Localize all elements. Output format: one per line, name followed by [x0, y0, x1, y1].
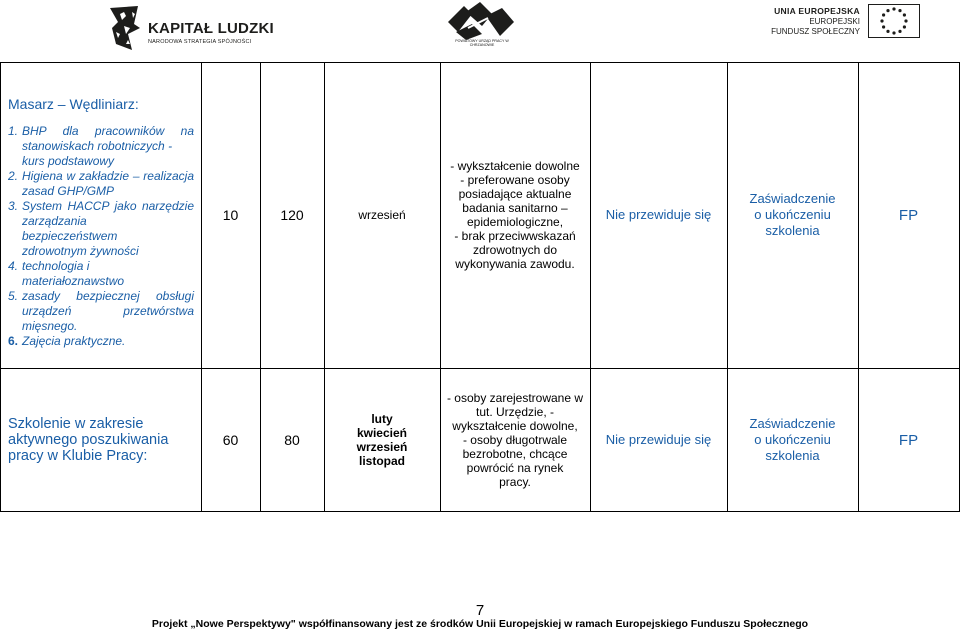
- training-months: luty kwiecień wrzesień listopad: [356, 412, 408, 468]
- list-item: 3. System HACCP jako narzędzie: [8, 199, 194, 213]
- pup-caption: POWIATOWY URZĄD PRACY W CHRZANOWIE: [455, 39, 509, 47]
- certificate: Zaświadczenie o ukończeniu szkolenia: [749, 416, 836, 463]
- list-item: 1. BHP dla pracowników na: [8, 124, 194, 138]
- logo-right-line3: FUNDUSZ SPOŁECZNY: [771, 27, 860, 36]
- footer-project-note: Projekt „Nowe Perspektywy" współfinansowany jest ze środków Unii Europejskiej w ramach Europejskiego Funduszu Społecznego: [151, 618, 809, 630]
- certificate: Zaświadczenie o ukończeniu szkolenia: [749, 191, 836, 238]
- requirements: - wykształcenie dowolne - preferowane osoby posiadające aktualne badania sanitarno – epidemiologiczne, - brak przeciwwskazań zdrowotnych do wykonywania zawodu.: [450, 159, 580, 271]
- pup-emblem-icon: [442, 2, 522, 40]
- kapital-ludzki-emblem-icon: [108, 4, 142, 52]
- list-item: 2. Higiena w zakładzie – realizacja: [8, 169, 194, 183]
- page-header: [0, 0, 960, 60]
- list-item: 5. zasady bezpiecznej obsługi: [8, 289, 194, 303]
- course-topics-list: 1. BHP dla pracowników na stanowiskach robotniczych - kurs podstawowy 2. Higiena w zakładzie – realizacja zasad GHP/GMP 3. System HACCP jako narzędzie zarządzania bezpieczeństwem zdrowotnym żywności 4. technologia i materiałoznawstwo 5. zasady bezpiecznej obsługi urządzeń przetwórstwa mięsnego. 6. Zajęcia praktyczne.: [8, 124, 194, 348]
- list-item: 4. technologia i: [8, 259, 90, 273]
- table-border-bottom: [0, 511, 960, 512]
- funding-source: FP: [898, 431, 919, 449]
- logo-right-line1: UNIA EUROPEJSKA: [774, 6, 860, 16]
- provision: Nie przewiduje się: [605, 207, 712, 222]
- pup-logo: [442, 2, 522, 54]
- course-title: Masarz – Wędliniarz:: [8, 96, 139, 112]
- course-description: [1, 369, 201, 511]
- logo-right-line2: EUROPEJSKI: [809, 17, 860, 26]
- participants-count: 10: [222, 207, 239, 223]
- page-number: 7: [475, 602, 485, 619]
- training-table: [0, 62, 960, 512]
- kapital-ludzki-logo: [108, 4, 274, 54]
- provision: Nie przewiduje się: [605, 432, 712, 447]
- requirements: - osoby zarejestrowane w tut. Urzędzie, - wykształcenie dowolne, - osoby długotrwale bezrobotne, chcące powrócić na rynek pracy.: [446, 391, 584, 489]
- hours-count: 80: [284, 432, 300, 448]
- logo-left-title: KAPITAŁ LUDZKI: [148, 20, 274, 37]
- eu-logo: [771, 4, 920, 44]
- participants-count: 60: [222, 432, 239, 448]
- hours-count: 120: [280, 207, 304, 223]
- list-item: 6. Zajęcia praktyczne.: [8, 334, 126, 348]
- training-months: wrzesień: [358, 208, 406, 222]
- funding-source: FP: [898, 206, 919, 224]
- eu-flag-icon: [868, 4, 920, 38]
- course-title: Szkolenie w zakresie aktywnego poszukiwania pracy w Klubie Pracy:: [8, 416, 169, 464]
- logo-left-subtitle: NARODOWA STRATEGIA SPÓJNOŚCI: [148, 39, 252, 45]
- course-description: [8, 96, 194, 349]
